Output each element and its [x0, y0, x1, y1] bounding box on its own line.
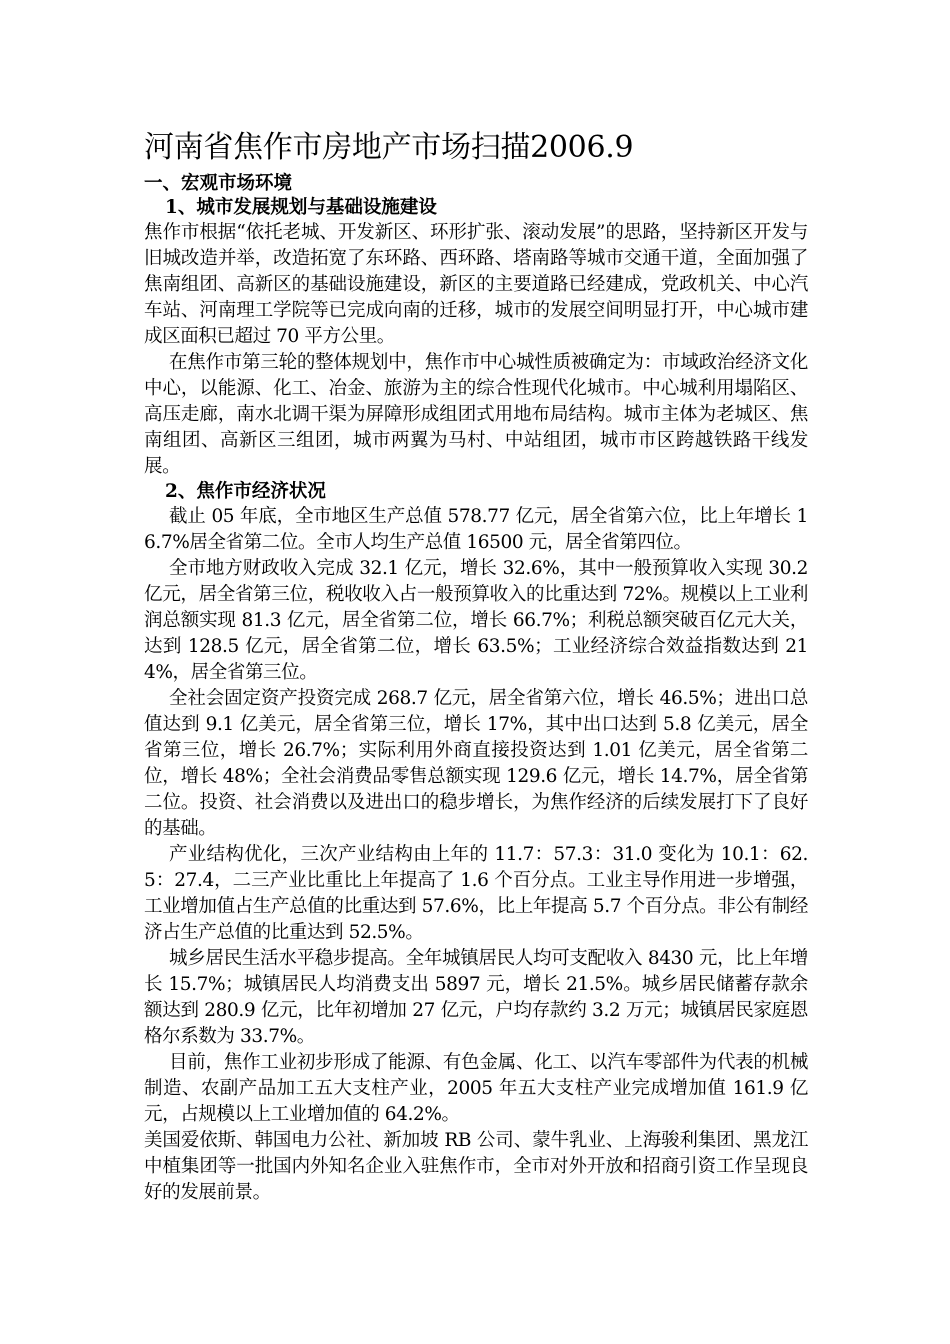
paragraph-city-planning-2: 在焦作市第三轮的整体规划中，焦作市中心城性质被确定为：市域政治经济文化中心，以能源、化工、冶金、旅游为主的综合性现代化城市。中心城利用塌陷区、高压走廊，南水北调干渠为屏障形成组团式用地布局结构。城市主体为老城区、焦南组团、高新区三组团，城市两翼为马村、中站组团，城市市区跨越铁路干线发展。 — [144, 352, 808, 477]
paragraph-economy-investment: 全社会固定资产投资完成 268.7 亿元，居全省第六位，增长 46.5%；进出口总值达到 9.1 亿美元，居全省第三位，增长 17%，其中出口达到 5.8 亿美元，居全省第三位，增长 26.7%；实际利用外商直接投资达到 1.01 亿美元，居全省第二位，增长 48%；全社会消费品零售总额实现 129.6 亿元，增长 14.7%，居全省第二位。投资、社会消费以及进出口的稳步增长，为焦作经济的后续发展打下了良好的基础。 — [144, 688, 808, 839]
paragraph-economy-industry: 目前，焦作工业初步形成了能源、有色金属、化工、以汽车零部件为代表的机械制造、农副产品加工五大支柱产业，2005 年五大支柱产业完成增加值 161.9 亿元，占规模以上工业增加值的 64.2%。 — [144, 1052, 808, 1125]
paragraph-economy-enterprises: 美国爱依斯、韩国电力公社、新加坡 RB 公司、蒙牛乳业、上海骏利集团、黑龙江中植集团等一批国内外知名企业入驻焦作市，全市对外开放和招商引资工作呈现良好的发展前景。 — [144, 1130, 808, 1203]
paragraph-city-planning-1: 焦作市根据“依托老城、开发新区、环形扩张、滚动发展”的思路，坚持新区开发与旧城改造并举，改造拓宽了东环路、西环路、塔南路等城市交通干道，全面加强了焦南组团、高新区的基础设施建设，新区的主要道路已经建成，党政机关、中心汽车站、河南理工学院等已完成向南的迁移，城市的发展空间明显打开，中心城市建成区面积已超过 70 平方公里。 — [144, 222, 808, 347]
section-heading-macro-environment: 一、宏观市场环境 — [144, 173, 293, 194]
paragraph-economy-living-standard: 城乡居民生活水平稳步提高。全年城镇居民人均可支配收入 8430 元，比上年增长 15.7%；城镇居民人均消费支出 5897 元，增长 21.5%。城乡居民储蓄存款余额达到 280.9 亿元，比年初增加 27 亿元，户均存款约 3.2 万元；城镇居民家庭恩格尔系数为 33.7%。 — [144, 948, 808, 1047]
subsection-heading-city-planning: 1、城市发展规划与基础设施建设 — [165, 197, 437, 218]
document-title: 河南省焦作市房地产市场扫描2006.9 — [144, 130, 634, 165]
paragraph-economy-structure: 产业结构优化，三次产业结构由上年的 11.7：57.3：31.0 变化为 10.1：62.5：27.4，二三产业比重比上年提高了 1.6 个百分点。工业主导作用进一步增强，工业增加值占生产总值的比重达到 57.6%，比上年提高 5.7 个百分点。非公有制经济占生产总值的比重达到 52.5%。 — [144, 844, 808, 943]
subsection-heading-economy: 2、焦作市经济状况 — [165, 481, 326, 502]
document-page — [144, 128, 808, 1206]
paragraph-economy-gdp: 截止 05 年底，全市地区生产总值 578.77 亿元，居全省第六位，比上年增长 16.7%居全省第二位。全市人均生产总值 16500 元，居全省第四位。 — [144, 506, 808, 553]
paragraph-economy-finance: 全市地方财政收入完成 32.1 亿元，增长 32.6%，其中一般预算收入实现 30.2 亿元，居全省第三位，税收收入占一般预算收入的比重达到 72%。规模以上工业利润总额实现 81.3 亿元，居全省第二位，增长 66.7%；利税总额突破百亿元大关，达到 128.5 亿元，居全省第二位，增长 63.5%；工业经济综合效益指数达到 214%，居全省第三位。 — [144, 558, 808, 683]
